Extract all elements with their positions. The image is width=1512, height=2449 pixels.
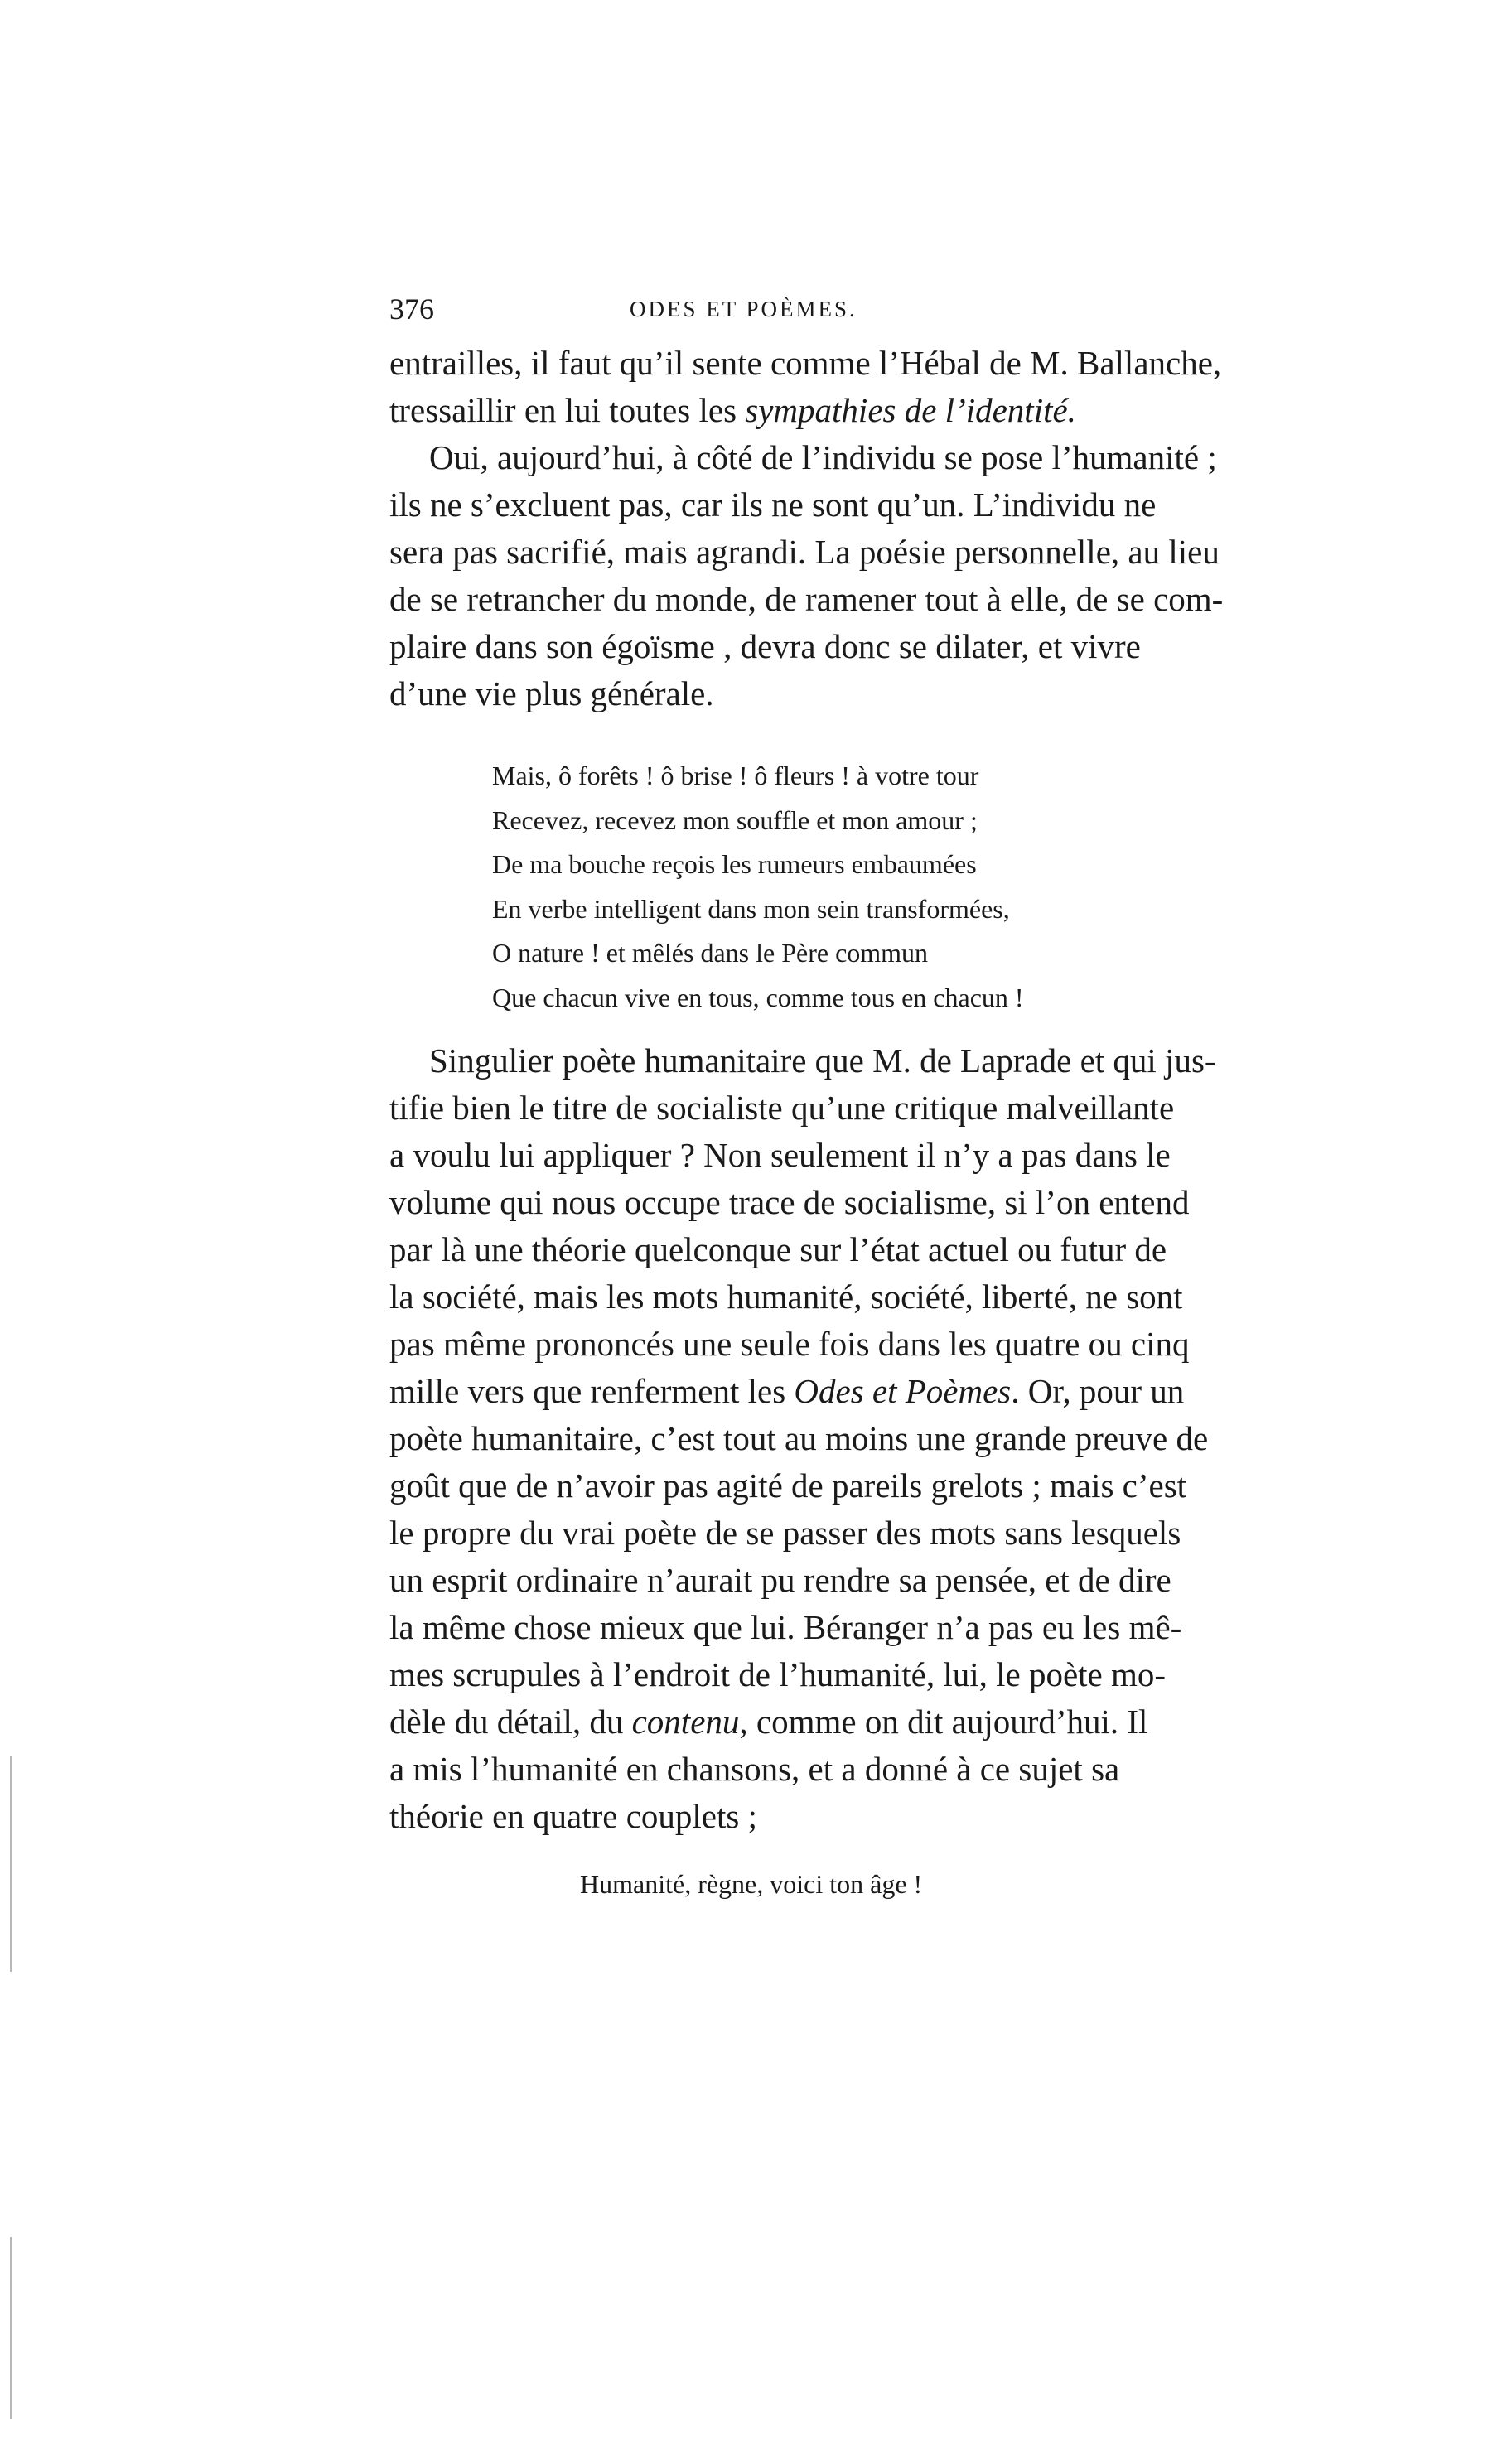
running-title: ODES ET POÈMES. — [630, 297, 857, 321]
text-line: a mis l’humanité en chansons, et a donné à ce sujet sa — [389, 1750, 1120, 1788]
text-line — [389, 387, 1301, 434]
text-fragment: . Or, pour un — [1011, 1372, 1185, 1410]
text-fragment: mille vers que renferment les — [389, 1372, 795, 1410]
scan-edge-mark — [10, 1756, 12, 1972]
verse-line: Que chacun vive en tous, comme tous en chacun ! — [492, 982, 1024, 1012]
text-line: entrailles, il faut qu’il sente comme l’Hébal de M. Ballanche, — [389, 344, 1222, 382]
verse-line: Mais, ô forêts ! ô brise ! ô fleurs ! à votre tour — [492, 761, 979, 790]
page-number: 376 — [389, 292, 434, 326]
verse-quotation — [492, 754, 1024, 1020]
text-line: de se retrancher du monde, de ramener tout à elle, de se com- — [389, 580, 1224, 618]
text-line: plaire dans son égoïsme , devra donc se dilater, et vivre — [389, 627, 1141, 665]
text-line: par là une théorie quelconque sur l’état actuel ou futur de — [389, 1230, 1167, 1268]
page-header — [389, 292, 1292, 333]
italic-phrase: sympathies de l’identité. — [745, 391, 1076, 429]
text-line: la même chose mieux que lui. Béranger n’a pas eu les mê- — [389, 1608, 1182, 1646]
text-line: Singulier poète humanitaire que M. de Laprade et qui jus- — [429, 1041, 1216, 1080]
text-line: volume qui nous occupe trace de socialisme, si l’on entend — [389, 1183, 1190, 1221]
text-line: d’une vie plus générale. — [389, 674, 714, 712]
verse-line: En verbe intelligent dans mon sein transformées, — [492, 893, 1010, 924]
text-fragment: tressaillir en lui toutes les — [389, 391, 746, 429]
text-line: le propre du vrai poète de se passer des mots sans lesquels — [389, 1514, 1181, 1552]
text-line: Oui, aujourd’hui, à côté de l’individu se pose l’humanité ; — [429, 438, 1217, 476]
text-line: pas même prononcés une seule fois dans les quatre ou cinq — [389, 1325, 1190, 1363]
text-line — [389, 1368, 1301, 1415]
text-line: goût que de n’avoir pas agité de pareils grelots ; mais c’est — [389, 1466, 1187, 1505]
text-line: un esprit ordinaire n’aurait pu rendre sa pensée, et de dire — [389, 1561, 1171, 1599]
italic-title: Odes et Poèmes — [794, 1372, 1012, 1410]
verse-line: Recevez, recevez mon souffle et mon amour ; — [492, 804, 978, 835]
scan-edge-mark — [10, 2237, 12, 2419]
text-fragment: dèle du détail, du — [389, 1703, 632, 1741]
text-line: théorie en quatre couplets ; — [389, 1797, 757, 1835]
text-line: ils ne s’excluent pas, car ils ne sont qu’un. L’individu ne — [389, 485, 1157, 524]
text-line — [389, 1698, 1301, 1746]
text-line: poète humanitaire, c’est tout au moins une grande preuve de — [389, 1419, 1209, 1457]
text-line: la société, mais les mots humanité, société, liberté, ne sont — [389, 1278, 1183, 1316]
italic-word: contenu — [631, 1703, 740, 1741]
text-line: tifie bien le titre de socialiste qu’une critique malveillante — [389, 1089, 1175, 1127]
text-line: mes scrupules à l’endroit de l’humanité, lui, le poète mo- — [389, 1655, 1167, 1693]
paragraph-block-2 — [389, 1037, 1301, 1840]
verse-line: O nature ! et mêlés dans le Père commun — [492, 938, 929, 968]
text-line: a voulu lui appliquer ? Non seulement il n’y a pas dans le — [389, 1136, 1171, 1174]
verse-line: De ma bouche reçois les rumeurs embaumées — [492, 849, 977, 879]
text-line: sera pas sacrifié, mais agrandi. La poésie personnelle, au lieu — [389, 533, 1220, 571]
paragraph-block-1 — [389, 340, 1301, 717]
closing-quotation: Humanité, règne, voici ton âge ! — [580, 1869, 923, 1899]
text-fragment: , comme on dit aujourd’hui. Il — [739, 1703, 1148, 1741]
